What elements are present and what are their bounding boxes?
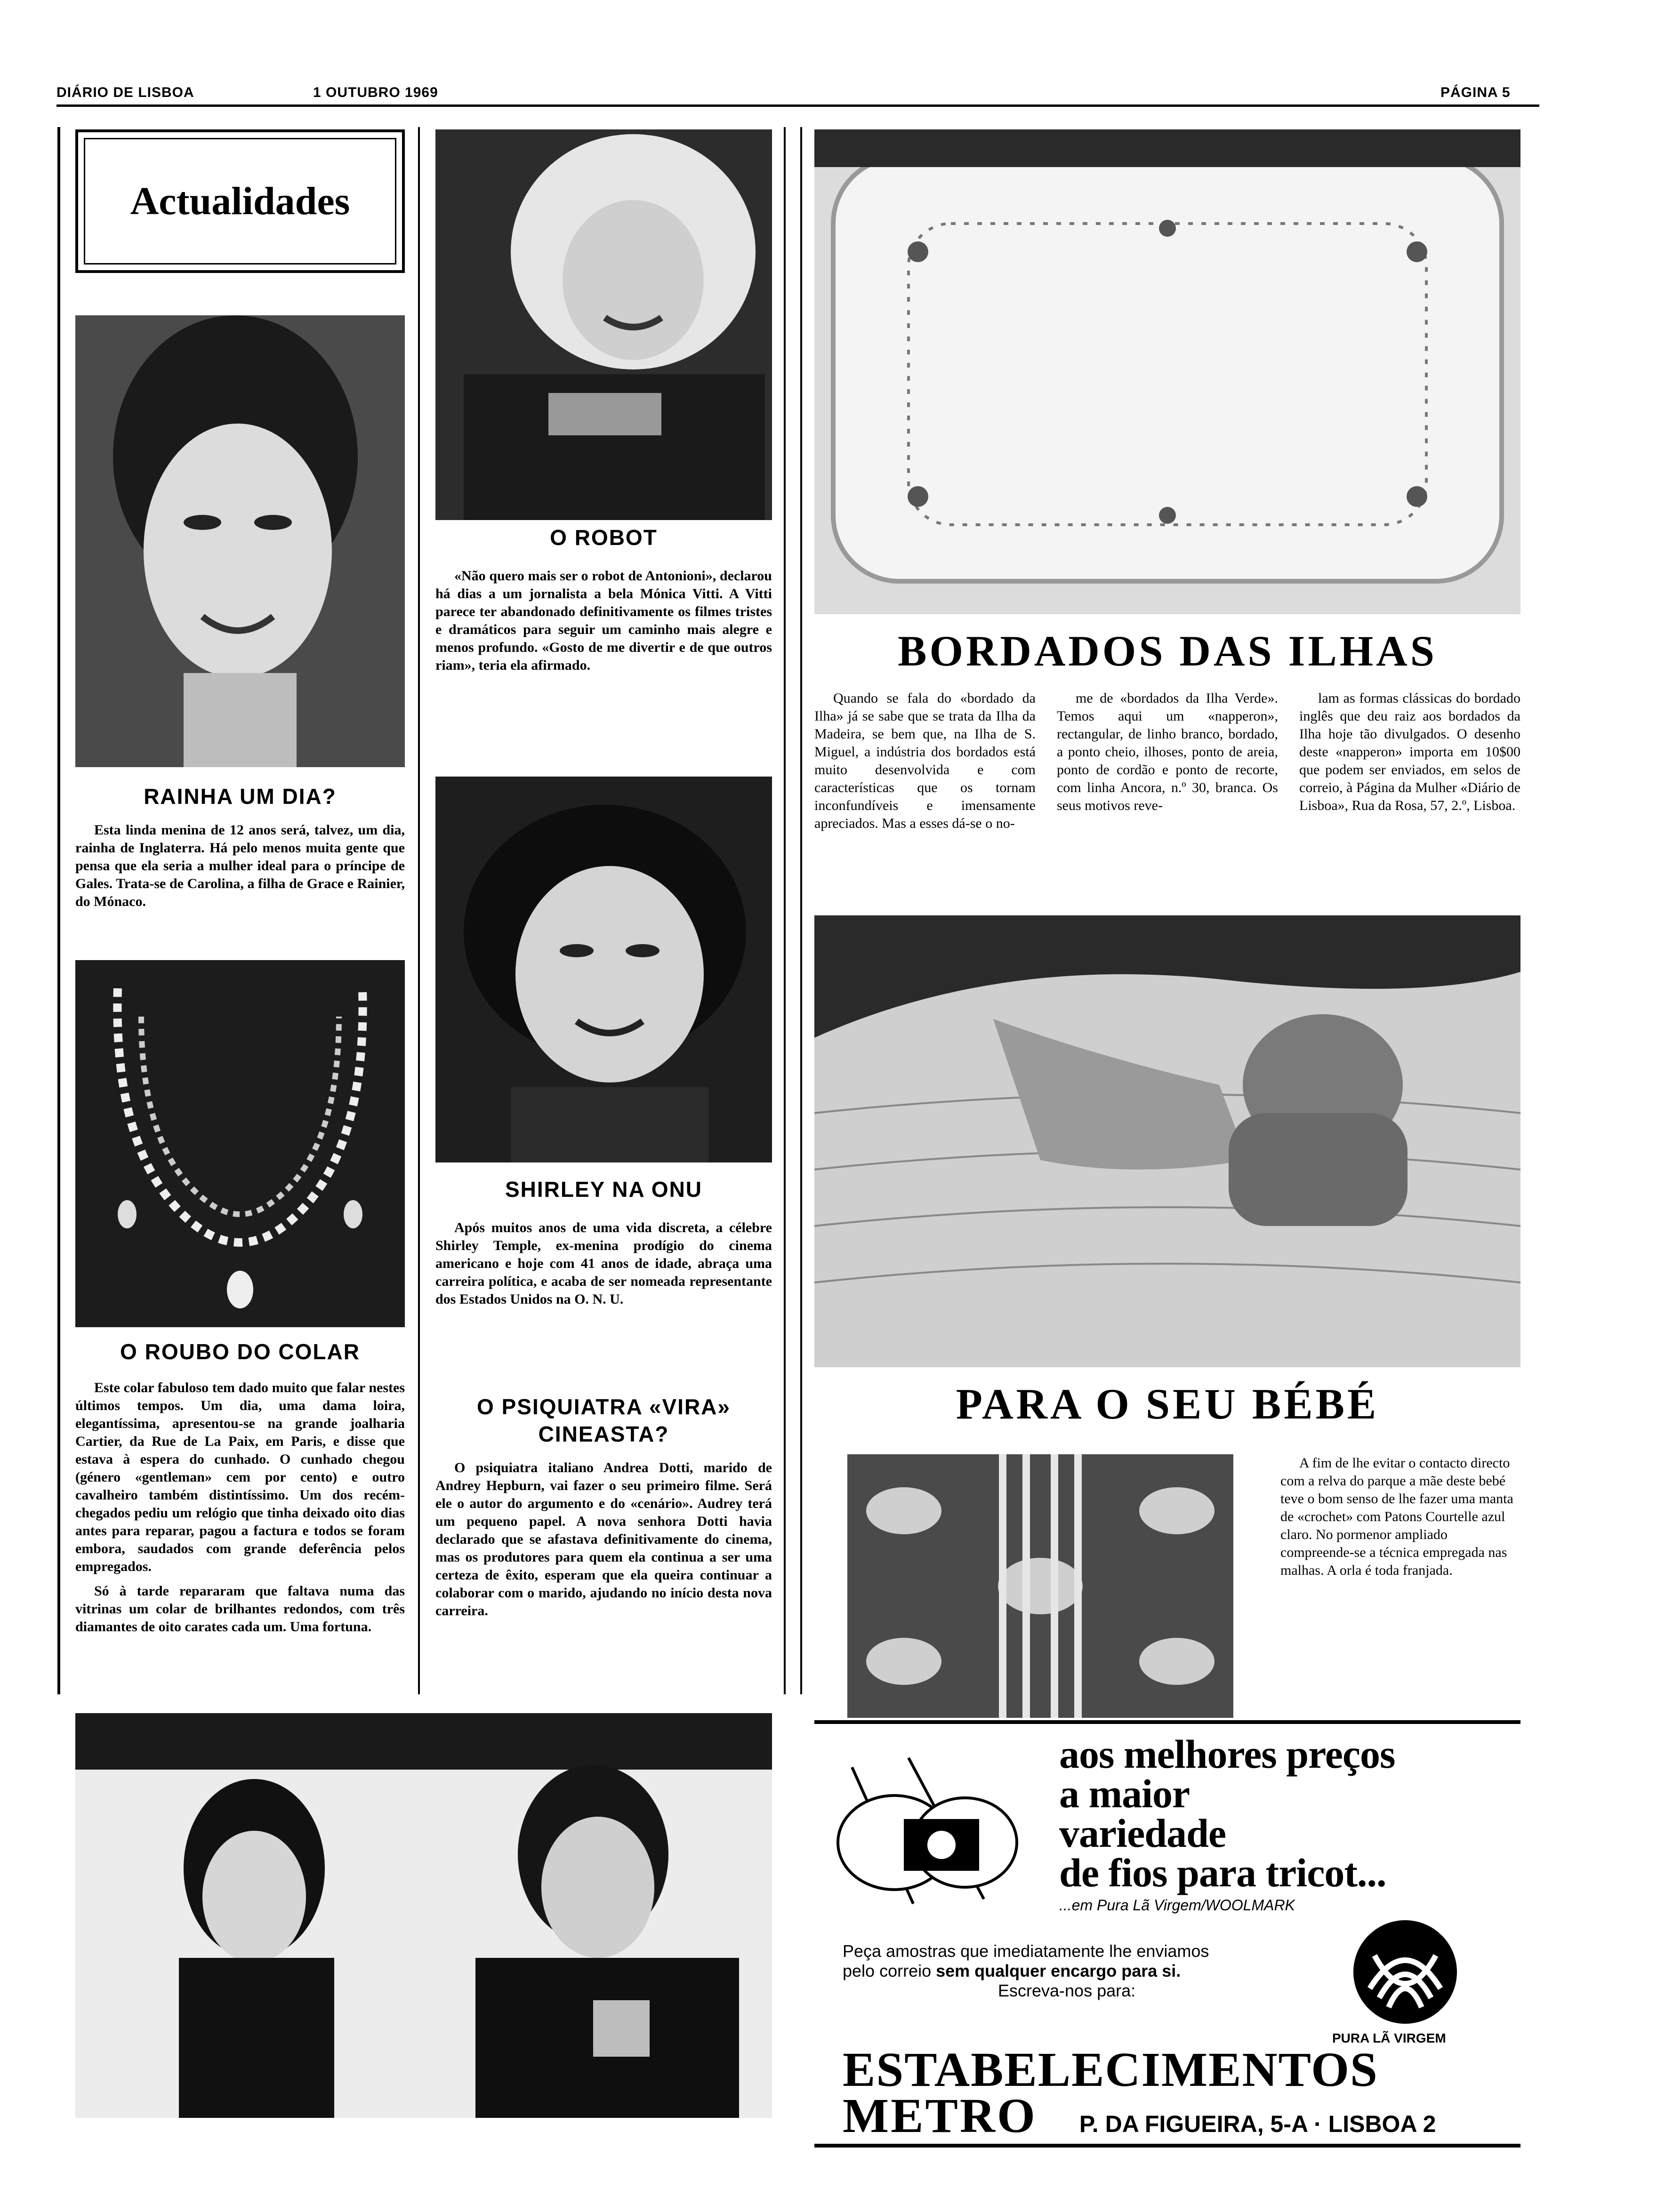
robot-paragraph: «Não quero mais ser o robot de Antonioni», declarou há dias a um jornalista a bela Mónica Vitti. A Vitti parece ter abandonado definitivamente os filmes tristes e dramáticos para seguir um caminho mais alegre e menos profundo. «Gosto de me divertir e de que outros riam», teria ela afirmado. xyxy=(435,568,772,673)
bordados-column-2 xyxy=(1057,689,1278,821)
section-title: Actualidades xyxy=(130,179,350,223)
ad-pura-la-virgem: PURA LÃ VIRGEM xyxy=(1332,2031,1446,2045)
bordados-col2-text: me de «bordados da Ilha Verde». Temos aqui um «napperon», rectangular, de linho branco, bordado, a ponto cheio, ilhoses, ponto de areia, ponto de cordão e ponto de recorte, com linha Ancora, n.º 30, branca. Os seus motivos reve- xyxy=(1057,690,1278,813)
rainha-headline: RAINHA UM DIA? xyxy=(144,784,337,809)
psiquiatra-headline xyxy=(435,1393,772,1448)
psiquiatra-headline-line-2: CINEASTA? xyxy=(538,1422,669,1446)
ad-write-to: Escreva-nos para: xyxy=(998,1981,1136,2000)
ad-offer-line-2a: pelo correio xyxy=(843,1961,936,1980)
bordados-column-1 xyxy=(814,689,1036,839)
colar-paragraph-1: Este colar fabuloso tem dado muito que falar nestes últimos tempos. Um dia, uma dama loira, elegantíssima, apresentou-se na grande joalharia Cartier, da Rue de La Paix, em Paris, e disse que estava à espera do cunhado. O cunhado chegou (género «gentleman» cem por cento) e outro cavalheiro também distintíssimo. Um dos recém-chegados pediu um relógio que tinha deixado oito dias antes para reparar, pagou a factura e todos se foram embora, saudados com grande deferência pelos empregados. xyxy=(75,1380,405,1574)
ad-offer-line-2b: sem qualquer encargo para si. xyxy=(936,1961,1181,1980)
photo-bordado-napperon xyxy=(814,129,1520,614)
photo-necklace xyxy=(75,960,405,1327)
ad-offer-line-2 xyxy=(843,1961,1266,1981)
yarn-balls-illustration xyxy=(824,1748,1022,1908)
bordados-headline: BORDADOS DAS ILHAS xyxy=(898,627,1437,675)
bordados-column-3 xyxy=(1299,689,1520,821)
psiquiatra-headline-line-1: O PSIQUIATRA «VIRA» xyxy=(477,1395,731,1419)
ad-headline-line-2: a maior xyxy=(1059,1771,1190,1816)
left-outer-border xyxy=(57,127,60,1694)
woolmark-logo-icon xyxy=(1351,1918,1459,2026)
colar-headline: O ROUBO DO COLAR xyxy=(120,1339,360,1364)
section-box xyxy=(75,129,405,273)
ad-headline-line-4: de fios para tricot... xyxy=(1059,1850,1386,1895)
column-divider-2 xyxy=(784,127,786,1694)
ad-bottom-rule xyxy=(814,2144,1520,2148)
colar-text xyxy=(75,1379,405,1643)
robot-text xyxy=(435,567,772,681)
ad-offer xyxy=(843,1941,1266,2001)
ad-headline-line-3: variedade xyxy=(1059,1811,1226,1856)
robot-headline: O ROBOT xyxy=(550,525,658,550)
photo-shirley-temple xyxy=(435,777,772,1162)
ad-top-rule xyxy=(814,1720,1520,1724)
photo-carolina xyxy=(75,315,405,767)
psiquiatra-text xyxy=(435,1459,772,1627)
ad-company-line-1: ESTABELECIMENTOS xyxy=(843,2043,1378,2097)
photo-crochet-detail xyxy=(847,1454,1233,1718)
newspaper-name: DIÁRIO DE LISBOA xyxy=(56,85,194,100)
header-rule xyxy=(56,104,1539,107)
ad-headline-line-1: aos melhores preços xyxy=(1059,1731,1395,1777)
issue-date: 1 OUTUBRO 1969 xyxy=(313,85,438,100)
ad-company-name xyxy=(843,2043,1520,2143)
bebe-text xyxy=(1280,1454,1520,1586)
psiquiatra-paragraph: O psiquiatra italiano Andrea Dotti, marido de Andrey Hepburn, vai fazer o seu primeiro filme. Será ele o autor do argumento e do «cenário». Audrey terá um pequeno papel. A nova senhora Dotti havia declarado que se afastava definitivamente do cinema, mas os produtores para quem ela continua a ser uma certeza de êxito, esperam que ela queira continuar a colaborar com o marido, ajudando no início desta nova carreira. xyxy=(435,1460,772,1619)
shirley-headline: SHIRLEY NA ONU xyxy=(505,1177,703,1202)
column-divider-1 xyxy=(418,127,420,1694)
rainha-paragraph: Esta linda menina de 12 anos será, talvez, um dia, rainha de Inglaterra. Há pelo menos muita gente que pensa que ela seria a mulher ideal para o príncipe de Gales. Trata-se de Carolina, a filha de Grace e Rainier, do Mónaco. xyxy=(75,822,405,909)
photo-monica-vitti xyxy=(435,129,772,520)
ad-address: P. DA FIGUEIRA, 5-A · LISBOA 2 xyxy=(1079,2111,1436,2137)
ad-headline xyxy=(1059,1731,1511,1895)
ad-woolmark-line: ...em Pura Lã Virgem/WOOLMARK xyxy=(1059,1897,1295,1914)
bebe-paragraph: A fim de lhe evitar o contacto directo com a relva do parque a mãe deste bebé teve o bom senso de lhe fazer uma manta de «crochet» com Patons Courtelle azul claro. No pormenor ampliado compreende-se a técnica empregada nas malhas. A orla é toda franjada. xyxy=(1280,1455,1513,1578)
rainha-text xyxy=(75,821,405,917)
page-number: PÁGINA 5 xyxy=(1440,85,1511,100)
photo-baby-blanket xyxy=(814,915,1520,1367)
shirley-paragraph: Após muitos anos de uma vida discreta, a célebre Shirley Temple, ex-menina prodígio do cinema americano e hoje com 41 anos de idade, abraça uma carreira política, e acaba de ser nomeada representante dos Estados Unidos na O. N. U. xyxy=(435,1220,772,1307)
bebe-headline: PARA O SEU BÉBÉ xyxy=(956,1380,1379,1428)
wool-advert xyxy=(814,1730,1520,2144)
ad-company-line-2: METRO xyxy=(843,2089,1037,2143)
photo-hepburn-dotti xyxy=(75,1713,772,2118)
colar-paragraph-2: Só à tarde repararam que faltava numa das vitrinas um colar de brilhantes redondos, com três diamantes de oito carates cada um. Uma fortuna. xyxy=(75,1583,405,1635)
bordados-col1-text: Quando se fala do «bordado da Ilha» já se sabe que se trata da Ilha da Madeira, se bem que, na Ilha de S. Miguel, a indústria dos bordados está muito desenvolvida e com características que os tornam inconfundíveis e imensamente apreciados. Mas a esses dá-se o no- xyxy=(814,690,1036,831)
column-divider-3 xyxy=(800,127,802,1694)
ad-offer-line-1: Peça amostras que imediatamente lhe enviamos xyxy=(843,1941,1209,1961)
bordados-col3-text: lam as formas clássicas do bordado inglês que deu raiz aos bordados da Ilha hoje tão divulgados. O desenho deste «napperon» importa em 10$00 que podem ser enviados, em selos de correio, à Página da Mulher «Diário de Lisboa», Rua da Rosa, 57, 2.º, Lisboa. xyxy=(1299,690,1520,813)
shirley-text xyxy=(435,1219,772,1315)
